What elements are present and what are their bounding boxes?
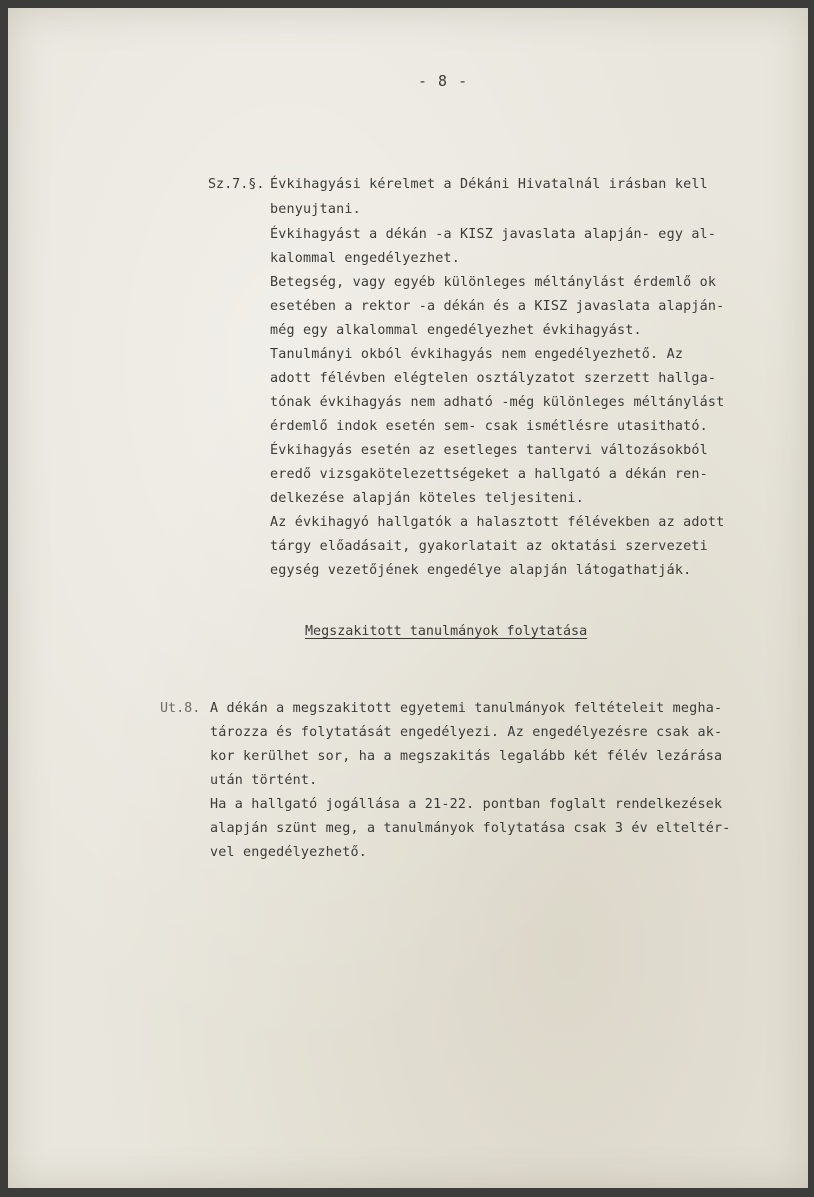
paragraph-line: A dékán a megszakitott egyetemi tanulmányok feltételeit megha- bbox=[210, 701, 723, 716]
paragraph-line: Ha a hallgató jogállása a 21-22. pontban foglalt rendelkezések bbox=[210, 797, 723, 812]
paragraph-line: Évkihagyás esetén az esetleges tantervi változásokból bbox=[270, 443, 708, 458]
paragraph-line: kalommal engedélyezhet. bbox=[270, 251, 461, 266]
paragraph-line: esetében a rektor -a dékán és a KISZ javaslata alapján- bbox=[270, 299, 725, 314]
paragraph-line: benyujtani. bbox=[270, 202, 361, 217]
page-number: - 8 - bbox=[418, 72, 469, 90]
paragraph-line: Betegség, vagy egyéb különleges méltánylást érdemlő ok bbox=[270, 275, 717, 290]
paragraph-line: adott félévben elégtelen osztályzatot szerzett hallga- bbox=[270, 371, 717, 386]
paragraph-line: Évkihagyási kérelmet a Dékáni Hivatalnál irásban kell bbox=[270, 177, 708, 192]
paragraph-line: Az évkihagyó hallgatók a halasztott félévekben az adott bbox=[270, 515, 725, 530]
paragraph-line: tárgy előadásait, gyakorlatait az oktatási szervezeti bbox=[270, 539, 708, 554]
section-label-sz7: Sz.7.§. bbox=[208, 177, 265, 192]
paragraph-line: tónak évkihagyás nem adható -még különleges méltánylást bbox=[270, 395, 725, 410]
paragraph-line: kor kerülhet sor, ha a megszakitás legalább két félév lezárása bbox=[210, 749, 723, 764]
paragraph-line: eredő vizsgakötelezettségeket a hallgató a dékán ren- bbox=[270, 467, 708, 482]
paragraph-line: Évkihagyást a dékán -a KISZ javaslata alapján- egy al- bbox=[270, 227, 717, 242]
paragraph-line: még egy alkalommal engedélyezhet évkihagyást. bbox=[270, 323, 642, 338]
paragraph-line: után történt. bbox=[210, 773, 318, 788]
section-label-ut8: Ut.8. bbox=[160, 701, 201, 716]
paragraph-line: alapján szünt meg, a tanulmányok folytatása csak 3 év elteltér- bbox=[210, 821, 731, 836]
paragraph-line: Tanulmányi okból évkihagyás nem engedélyezhető. Az bbox=[270, 347, 684, 362]
paragraph-line: egység vezetőjének engedélye alapján látogathatják. bbox=[270, 563, 692, 578]
document-page bbox=[8, 8, 808, 1188]
paragraph-line: delkezése alapján köteles teljesiteni. bbox=[270, 491, 584, 506]
paragraph-line: tározza és folytatását engedélyezi. Az engedélyezésre csak ak- bbox=[210, 725, 723, 740]
section-heading: Megszakitott tanulmányok folytatása bbox=[305, 624, 588, 639]
paragraph-line: vel engedélyezhető. bbox=[210, 845, 367, 860]
paragraph-line: érdemlő indok esetén sem- csak ismétlésre utasitható. bbox=[270, 419, 708, 434]
